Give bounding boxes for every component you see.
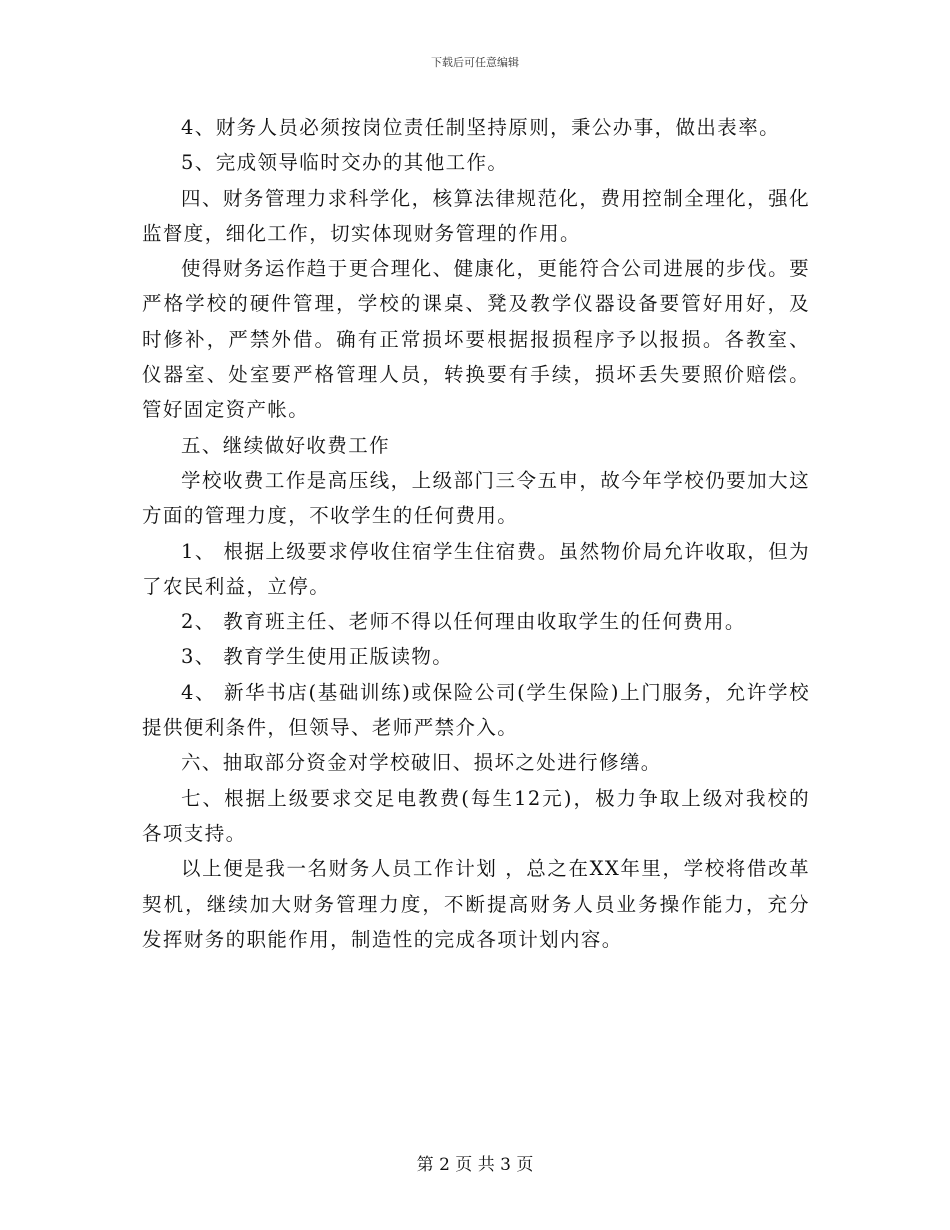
paragraph-item-5-tasks: 5、完成领导临时交办的其他工作。 [181,151,509,175]
paragraph-conclusion: 以上便是我一名财务人员工作计划 ，总之在XX年里，学校将借改革契机，继续加大财务管理力度，不断提高财务人员业务操作能力，充分发挥财务的职能作用，制造性的完成各项计划内容。 [142,857,810,951]
paragraph-hardware-management: 使得财务运作趋于更合理化、健康化，更能符合公司进展的步伐。要严格学校的硬件管理，学校的课桌、凳及教学仪器设备要管好用好，及时修补，严禁外借。确有正常损坏要根据报损程序予以报损。各教室、仪器室、处室要严格管理人员，转换要有手续，损坏丢失要照价赔偿。管好固定资产帐。 [142,257,810,422]
paragraph-fee-item-4: 4、 新华书店(基础训练)或保险公司(学生保险)上门服务，允许学校提供便利条件，但领导、老师严禁介入。 [142,680,810,740]
paragraph-fee-item-1: 1、 根据上级要求停收住宿学生住宿费。虽然物价局允许收取，但为了农民利益，立停。 [142,539,810,598]
document-body [142,110,810,957]
paragraph-fee-item-2: 2、 教育班主任、老师不得以任何理由收取学生的任何费用。 [181,610,746,634]
paragraph-fee-item-3: 3、 教育学生使用正版读物。 [181,645,454,669]
section-six-heading: 六、抽取部分资金对学校破旧、损坏之处进行修缮。 [181,751,662,775]
section-five-heading: 五、继续做好收费工作 [181,433,391,457]
page-header: 下载后可任意编辑 [431,56,519,69]
section-four-heading: 四、财务管理力求科学化，核算法律规范化，费用控制全理化，强化监督度，细化工作，切实体现财务管理的作用。 [142,186,810,245]
paragraph-fee-policy: 学校收费工作是高压线，上级部门三令五申，故今年学校仍要加大这方面的管理力度，不收学生的任何费用。 [142,468,810,528]
page-number: 第 2 页 共 3 页 [416,1155,534,1175]
paragraph-item-4-duty: 4、财务人员必须按岗位责任制坚持原则，秉公办事，做出表率。 [181,116,781,139]
section-seven-heading: 七、根据上级要求交足电教费(每生12元)，极力争取上级对我校的各项支持。 [142,786,810,845]
